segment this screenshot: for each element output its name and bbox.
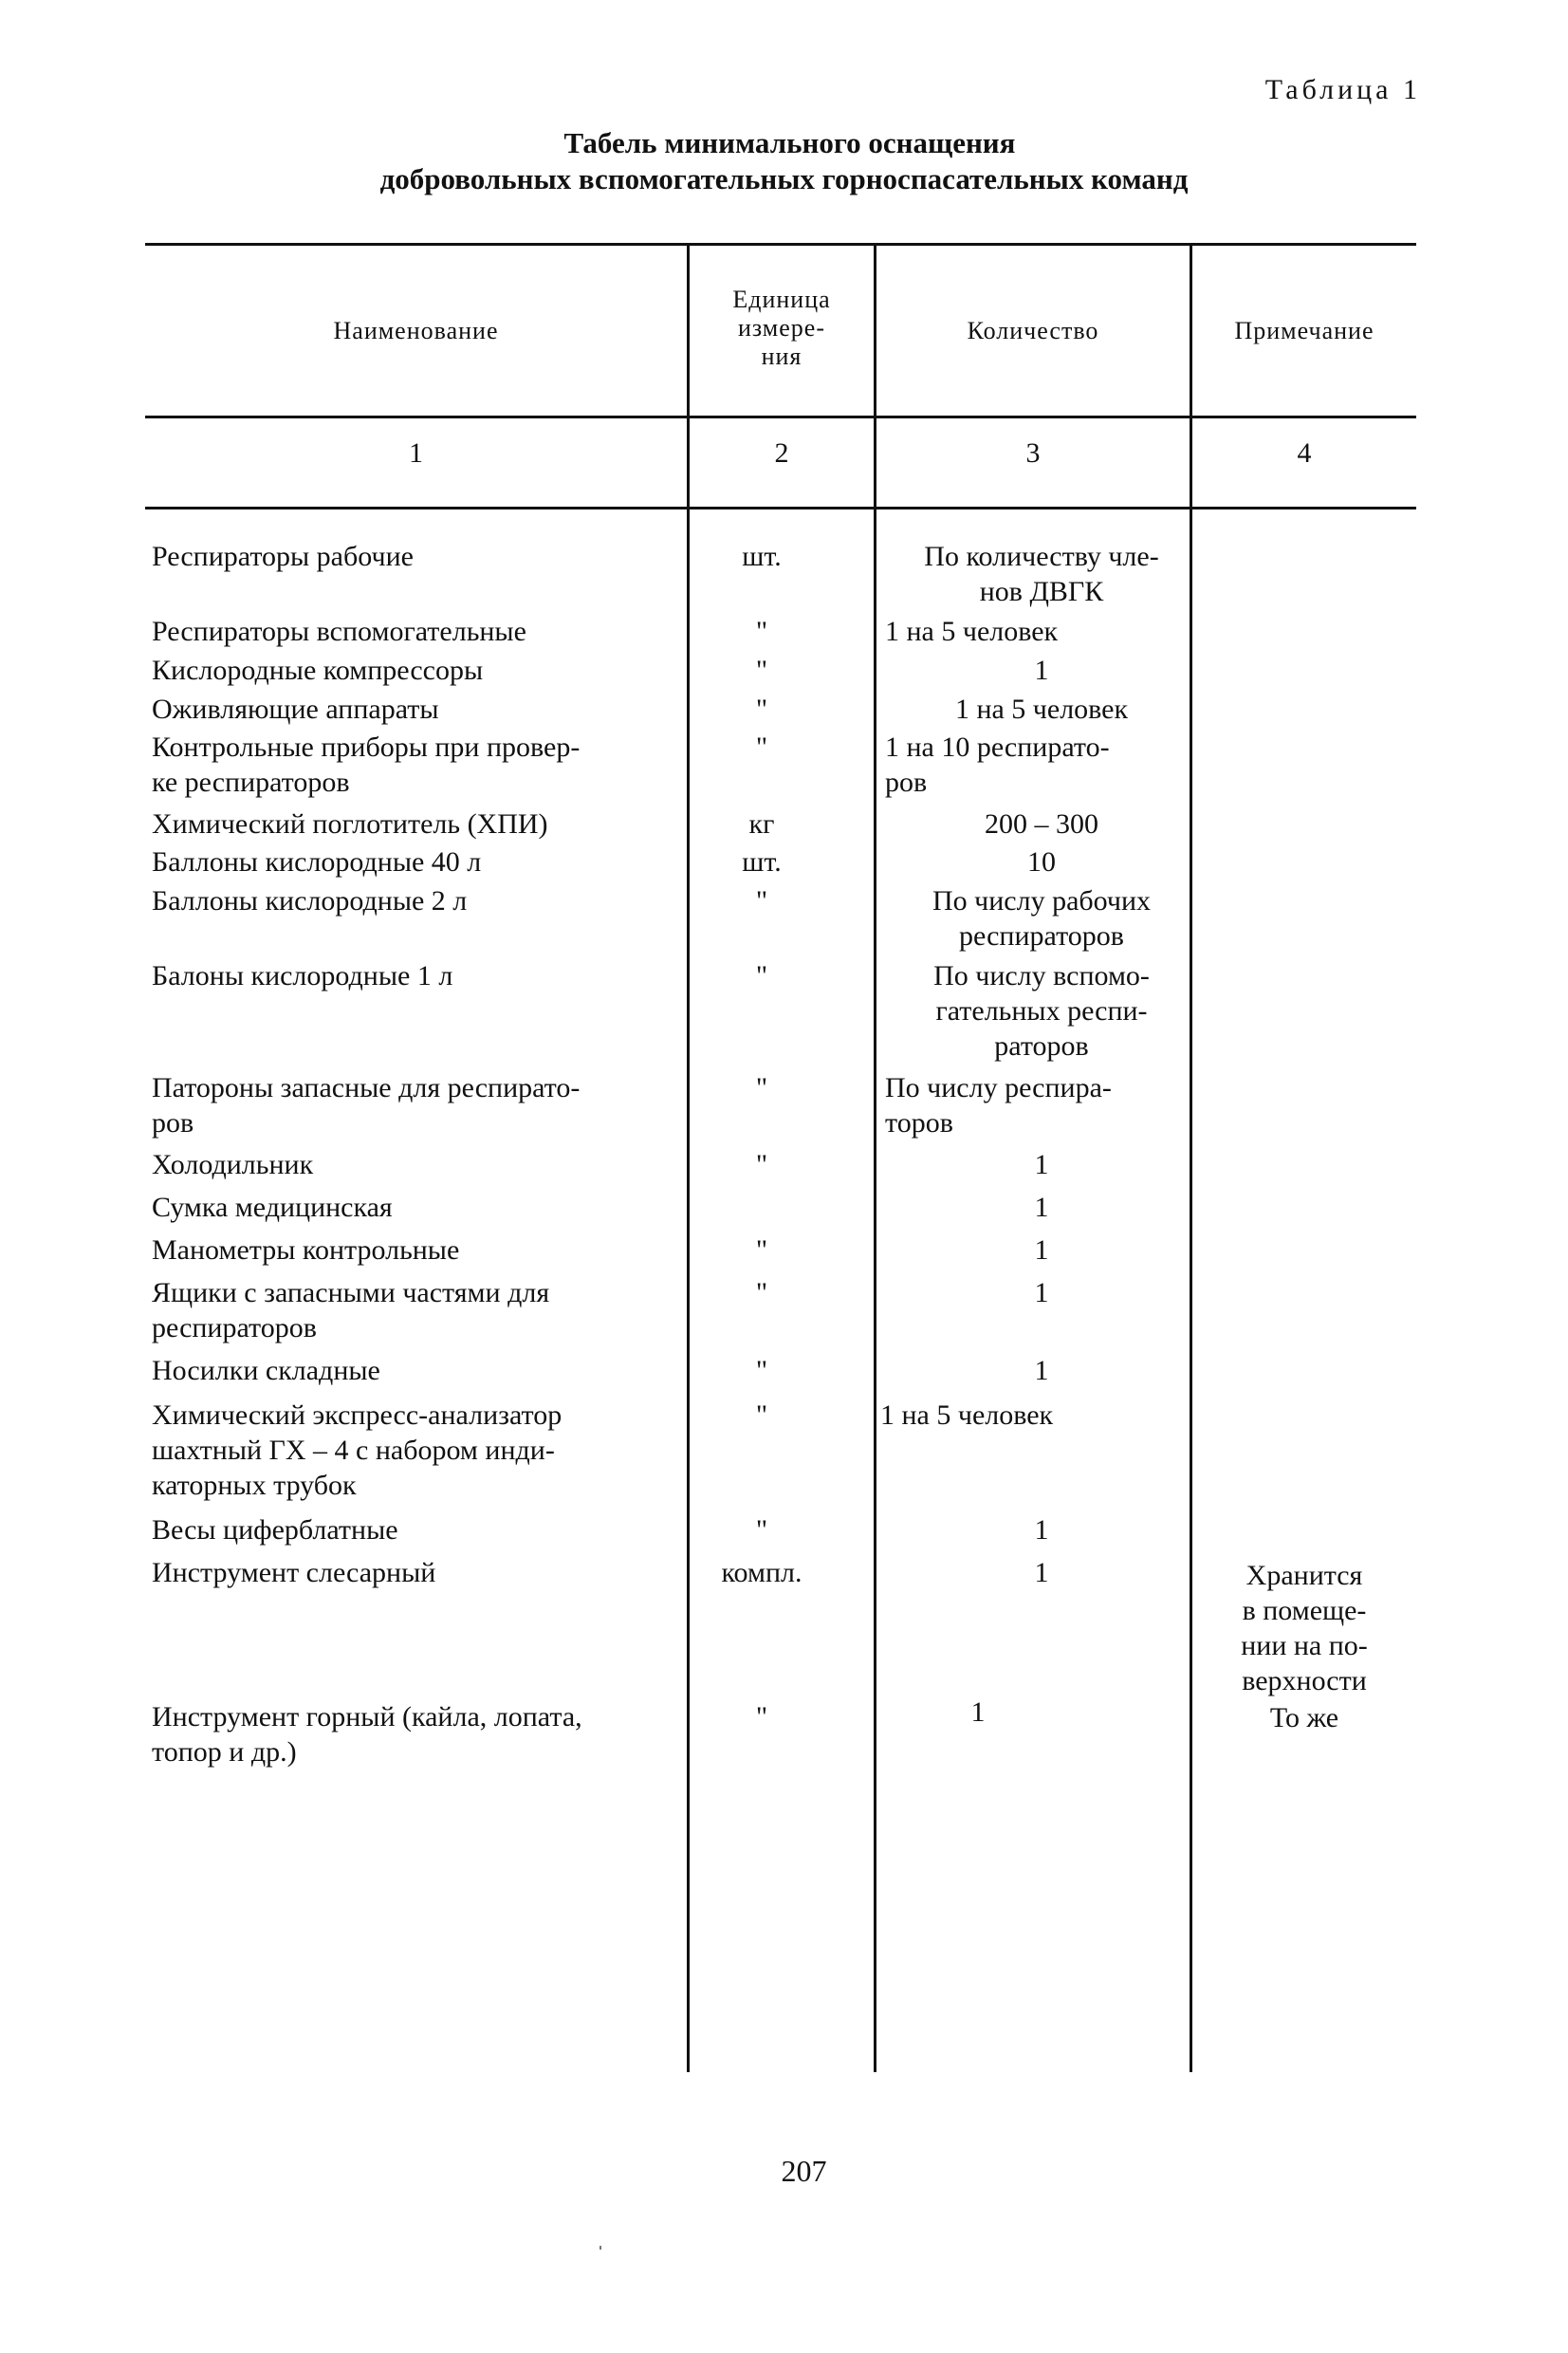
row-17-quantity: 1 bbox=[1034, 1514, 1049, 1546]
column-number-4: 4 bbox=[1297, 437, 1312, 469]
row-19-note: То же bbox=[1269, 1702, 1339, 1733]
row-2-unit: " bbox=[755, 616, 768, 647]
row-9-name: Балоны кислородные 1 л bbox=[152, 960, 453, 991]
scan-speck bbox=[600, 2246, 601, 2250]
row-17-unit: " bbox=[755, 1514, 768, 1546]
row-4-name: Оживляющие аппараты bbox=[152, 694, 439, 725]
row-14-unit: " bbox=[755, 1277, 768, 1308]
row-8-quantity: По числу рабочих респираторов bbox=[932, 885, 1152, 952]
page-number: 207 bbox=[781, 2154, 827, 2188]
header-unit: Единица измере- ния bbox=[732, 286, 831, 370]
row-12-quantity: 1 bbox=[1034, 1192, 1049, 1223]
row-14-name: Ящики с запасными частями для респираторов bbox=[152, 1277, 550, 1343]
table-top-rule bbox=[145, 243, 1416, 246]
row-15-unit: " bbox=[755, 1355, 768, 1386]
row-5-name: Контрольные приборы при провер- ке респираторов bbox=[152, 732, 581, 798]
row-5-quantity: 1 на 10 респирато- ров bbox=[885, 732, 1110, 798]
row-16-unit: " bbox=[755, 1399, 768, 1431]
row-1-unit: шт. bbox=[742, 541, 782, 572]
row-2-name: Респираторы вспомогательные bbox=[152, 616, 526, 647]
row-13-name: Манометры контрольные bbox=[152, 1234, 460, 1266]
row-11-unit: " bbox=[755, 1149, 768, 1180]
table-title-line-2: добровольных вспомогательных горноспасательных команд bbox=[379, 162, 1189, 195]
table-label: Таблица 1 bbox=[1264, 74, 1421, 105]
row-18-note: Хранится в помеще- нии на по- верхности bbox=[1241, 1560, 1368, 1696]
header-bottom-rule bbox=[145, 416, 1416, 418]
row-6-name: Химический поглотитель (ХПИ) bbox=[152, 808, 548, 840]
row-7-quantity: 10 bbox=[1027, 846, 1056, 878]
row-8-name: Баллоны кислородные 2 л bbox=[152, 885, 468, 917]
row-3-quantity: 1 bbox=[1034, 655, 1049, 686]
row-1-name: Респираторы рабочие bbox=[152, 541, 414, 572]
column-numbers-rule bbox=[145, 507, 1416, 510]
row-9-unit: " bbox=[755, 960, 768, 991]
row-3-unit: " bbox=[755, 655, 768, 686]
row-6-quantity: 200 – 300 bbox=[985, 808, 1098, 840]
column-number-1: 1 bbox=[409, 437, 423, 469]
row-10-name: Патороны запасные для респирато- ров bbox=[152, 1072, 581, 1139]
row-1-quantity: По количеству чле- нов ДВГК bbox=[924, 541, 1159, 607]
row-4-unit: " bbox=[755, 694, 768, 725]
column-number-3: 3 bbox=[1025, 437, 1041, 469]
row-14-quantity: 1 bbox=[1034, 1277, 1049, 1308]
row-17-name: Весы циферблатные bbox=[152, 1514, 398, 1546]
header-note: Примечание bbox=[1234, 317, 1374, 344]
row-15-quantity: 1 bbox=[1034, 1355, 1049, 1386]
row-3-name: Кислородные компрессоры bbox=[152, 655, 484, 686]
row-6-unit: кг bbox=[748, 808, 775, 840]
row-9-quantity: По числу вспомо- гательных респи- раторов bbox=[933, 960, 1150, 1062]
row-13-quantity: 1 bbox=[1034, 1234, 1049, 1266]
row-19-unit: " bbox=[755, 1701, 768, 1732]
row-19-quantity: 1 bbox=[970, 1696, 986, 1728]
equipment-table bbox=[145, 243, 1416, 2074]
row-8-unit: " bbox=[755, 885, 768, 917]
table-title-line-1: Табель минимального оснащения bbox=[563, 126, 1016, 159]
column-number-2: 2 bbox=[774, 437, 789, 469]
row-18-unit: компл. bbox=[721, 1557, 802, 1588]
row-10-quantity: По числу респира- торов bbox=[885, 1072, 1112, 1139]
row-15-name: Носилки складные bbox=[152, 1355, 380, 1386]
row-5-unit: " bbox=[755, 732, 768, 763]
row-12-name: Сумка медицинская bbox=[152, 1192, 393, 1223]
row-18-name: Инструмент слесарный bbox=[152, 1557, 436, 1588]
row-10-unit: " bbox=[755, 1072, 768, 1103]
row-18-quantity: 1 bbox=[1034, 1557, 1049, 1588]
row-19-name: Инструмент горный (кайла, лопата, топор и др.) bbox=[152, 1701, 582, 1768]
header-name: Наименование bbox=[333, 317, 499, 344]
row-4-quantity: 1 на 5 человек bbox=[954, 694, 1129, 725]
row-2-quantity: 1 на 5 человек bbox=[885, 616, 1059, 647]
row-16-quantity: 1 на 5 человек bbox=[880, 1399, 1054, 1431]
row-7-unit: шт. bbox=[742, 846, 782, 878]
row-11-name: Холодильник bbox=[152, 1149, 314, 1180]
row-16-name: Химический экспресс-анализатор шахтный ГХ – 4 с набором инди- каторных трубок bbox=[152, 1399, 563, 1501]
row-13-unit: " bbox=[755, 1234, 768, 1266]
header-quantity: Количество bbox=[967, 317, 1099, 344]
row-11-quantity: 1 bbox=[1034, 1149, 1049, 1180]
row-7-name: Баллоны кислородные 40 л bbox=[152, 846, 482, 878]
